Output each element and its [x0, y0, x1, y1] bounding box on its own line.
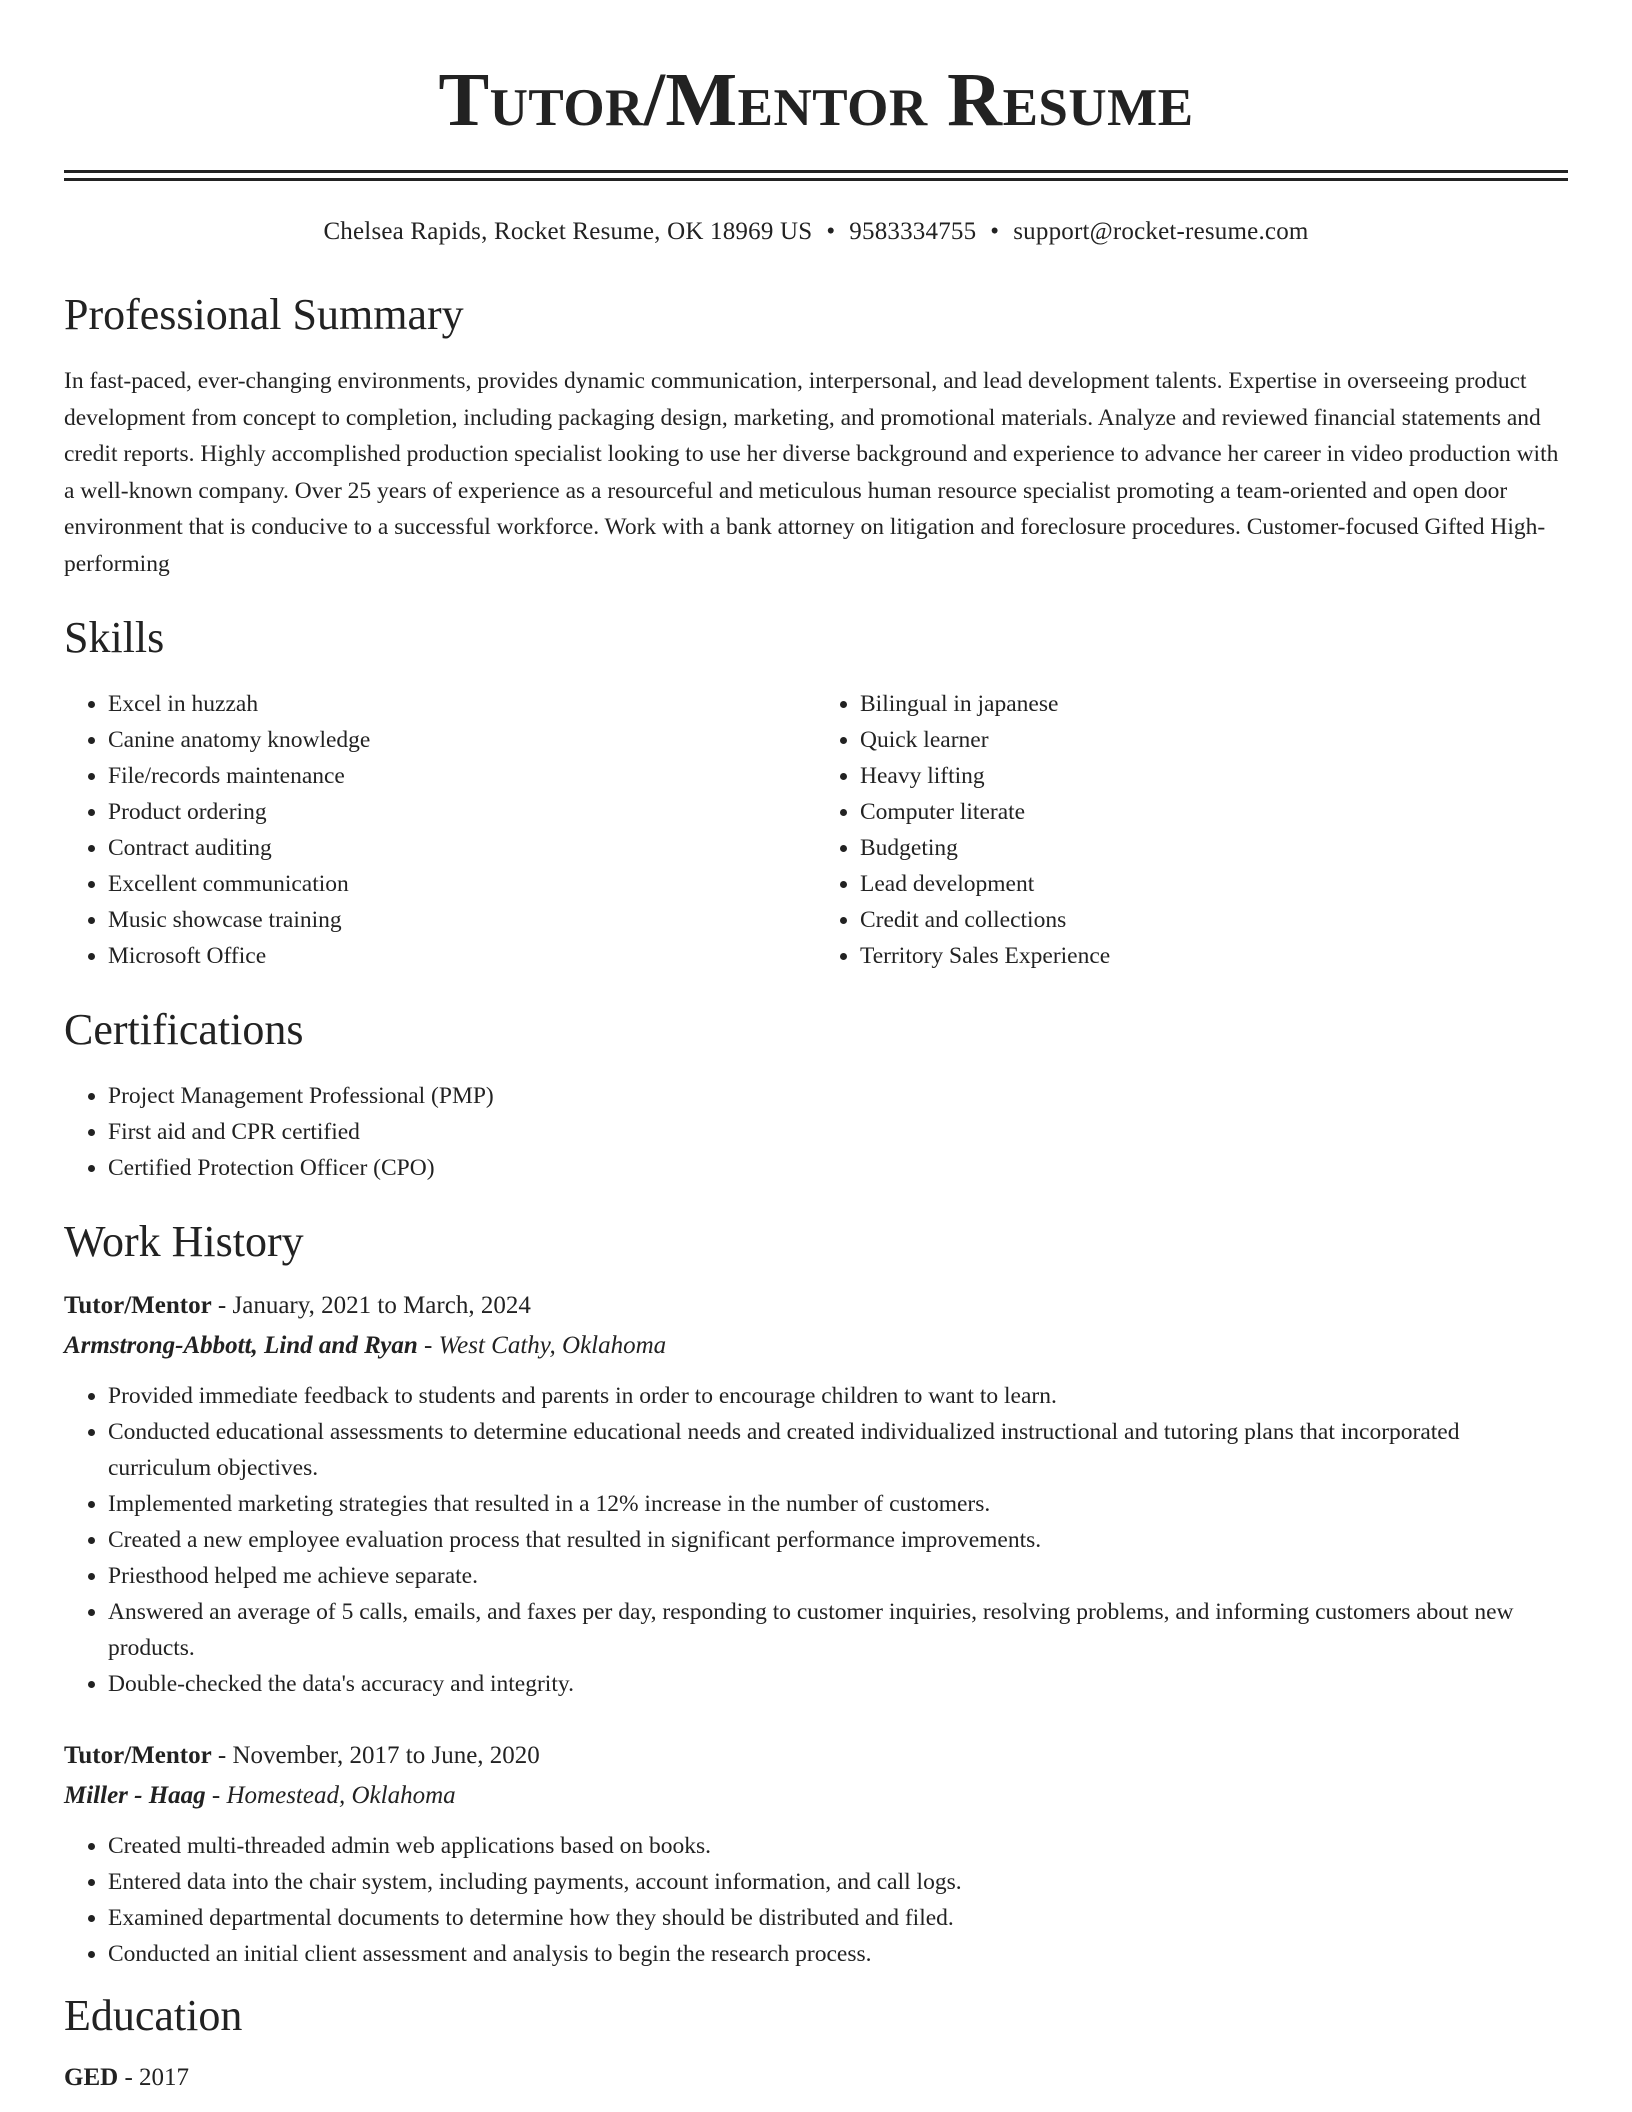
skill-item: • Product ordering — [108, 794, 816, 830]
job-bullet: • Priesthood helped me achieve separate. — [108, 1558, 1568, 1594]
summary-text: In fast-paced, ever-changing environments, provides dynamic communication, interpersonal, and lead development talents. Expertise in overseeing product development from concept to completion, including packaging design, marketing, and promotional materials. Analyze and reviewed financial statements and credit reports. Highly accomplished production specialist looking to use her diverse background and experience to advance her career in video production with a well-known company. Over 25 years of experience as a resourceful and meticulous human resource specialist promoting a team-oriented and open door environment that is conducive to a successful workforce. Work with a bank attorney on litigation and foreclosure procedures. Customer-focused Gifted High-performing — [64, 368, 1559, 577]
contact-address: Chelsea Rapids, Rocket Resume, OK 18969 US — [323, 218, 813, 245]
job-title-line — [64, 1736, 1568, 1776]
dash: - — [217, 1292, 227, 1319]
contact-phone: 9583334755 — [849, 218, 977, 245]
certification-item: • Project Management Professional (PMP) — [108, 1078, 1568, 1114]
skill-item: • Bilingual in japanese — [860, 686, 1568, 722]
skill-item: • Heavy lifting — [860, 758, 1568, 794]
job-bullet: • Provided immediate feedback to students and parents in order to encourage children to want to learn. — [108, 1378, 1568, 1414]
certifications-section — [64, 1005, 1568, 1186]
job-title-line — [64, 1286, 1568, 1326]
job-bullet: • Created a new employee evaluation process that resulted in significant performance improvements. — [108, 1522, 1568, 1558]
skill-item: • Budgeting — [860, 830, 1568, 866]
education-year: 2017 — [139, 2064, 190, 2091]
contact-separator: • — [826, 218, 836, 245]
skills-list-right — [816, 686, 1568, 974]
work-history-section — [64, 1217, 1568, 1972]
resume-title: Tutor/Mentor Resume — [438, 58, 1194, 142]
skills-columns — [64, 686, 1568, 974]
job-bullet: • Double-checked the data's accuracy and integrity. — [108, 1666, 1568, 1702]
skill-item: • Credit and collections — [860, 902, 1568, 938]
skill-item: • File/records maintenance — [108, 758, 816, 794]
skill-item: • Excel in huzzah — [108, 686, 816, 722]
education-entry — [64, 2058, 1568, 2098]
dash: - — [217, 1742, 227, 1769]
contact-email: support@rocket-resume.com — [1013, 218, 1309, 245]
dash: - — [211, 1782, 221, 1809]
education-heading: Education — [64, 1991, 243, 2040]
skill-item: • Contract auditing — [108, 830, 816, 866]
work-history-heading: Work History — [64, 1217, 304, 1266]
certifications-list — [64, 1078, 1568, 1186]
title-divider-bottom — [64, 178, 1568, 181]
skill-item: • Microsoft Office — [108, 938, 816, 974]
job-bullets — [64, 1378, 1568, 1702]
company-location: West Cathy, Oklahoma — [438, 1332, 667, 1359]
job-bullet: • Examined departmental documents to determine how they should be distributed and filed. — [108, 1900, 1568, 1936]
job-dates: November, 2017 to June, 2020 — [232, 1742, 540, 1769]
job-bullets — [64, 1828, 1568, 1972]
company-line — [64, 1326, 1568, 1366]
skills-list-left — [64, 686, 816, 974]
education-degree: GED — [64, 2064, 119, 2091]
skill-item: • Quick learner — [860, 722, 1568, 758]
job-bullet: • Answered an average of 5 calls, emails, and faxes per day, responding to customer inquiries, resolving problems, and informing customers about new products. — [108, 1594, 1568, 1666]
contact-line — [64, 217, 1568, 247]
job-bullet: • Created multi-threaded admin web applications based on books. — [108, 1828, 1568, 1864]
title-divider-top — [64, 170, 1568, 173]
job-dates: January, 2021 to March, 2024 — [232, 1292, 531, 1319]
job-title: Tutor/Mentor — [64, 1292, 212, 1319]
company-name: Armstrong-Abbott, Lind and Ryan — [64, 1332, 418, 1359]
skill-item: • Territory Sales Experience — [860, 938, 1568, 974]
company-line — [64, 1776, 1568, 1816]
skills-section — [64, 613, 1568, 974]
job-bullet: • Implemented marketing strategies that resulted in a 12% increase in the number of customers. — [108, 1486, 1568, 1522]
certification-item: • Certified Protection Officer (CPO) — [108, 1150, 1568, 1186]
skill-item: • Computer literate — [860, 794, 1568, 830]
skill-item: • Canine anatomy knowledge — [108, 722, 816, 758]
skill-item: • Music showcase training — [108, 902, 816, 938]
skill-item: • Lead development — [860, 866, 1568, 902]
job-title: Tutor/Mentor — [64, 1742, 212, 1769]
dash: - — [424, 1332, 433, 1359]
skill-item: • Excellent communication — [108, 866, 816, 902]
company-location: Homestead, Oklahoma — [226, 1782, 456, 1809]
summary-heading: Professional Summary — [64, 290, 464, 339]
company-name: Miller - Haag — [64, 1782, 206, 1809]
education-section — [64, 1991, 1568, 2098]
skills-heading: Skills — [64, 613, 165, 662]
certification-item: • First aid and CPR certified — [108, 1114, 1568, 1150]
dash: - — [124, 2064, 133, 2091]
job-bullet: • Conducted educational assessments to determine educational needs and created individualized instructional and tutoring plans that incorporated curriculum objectives. — [108, 1414, 1568, 1486]
job-bullet: • Conducted an initial client assessment and analysis to begin the research process. — [108, 1936, 1568, 1972]
job-bullet: • Entered data into the chair system, including payments, account information, and call logs. — [108, 1864, 1568, 1900]
job-entry — [64, 1736, 1568, 1972]
job-entry — [64, 1286, 1568, 1702]
contact-separator: • — [990, 218, 1000, 245]
summary-section — [64, 290, 1568, 582]
certifications-heading: Certifications — [64, 1005, 304, 1054]
